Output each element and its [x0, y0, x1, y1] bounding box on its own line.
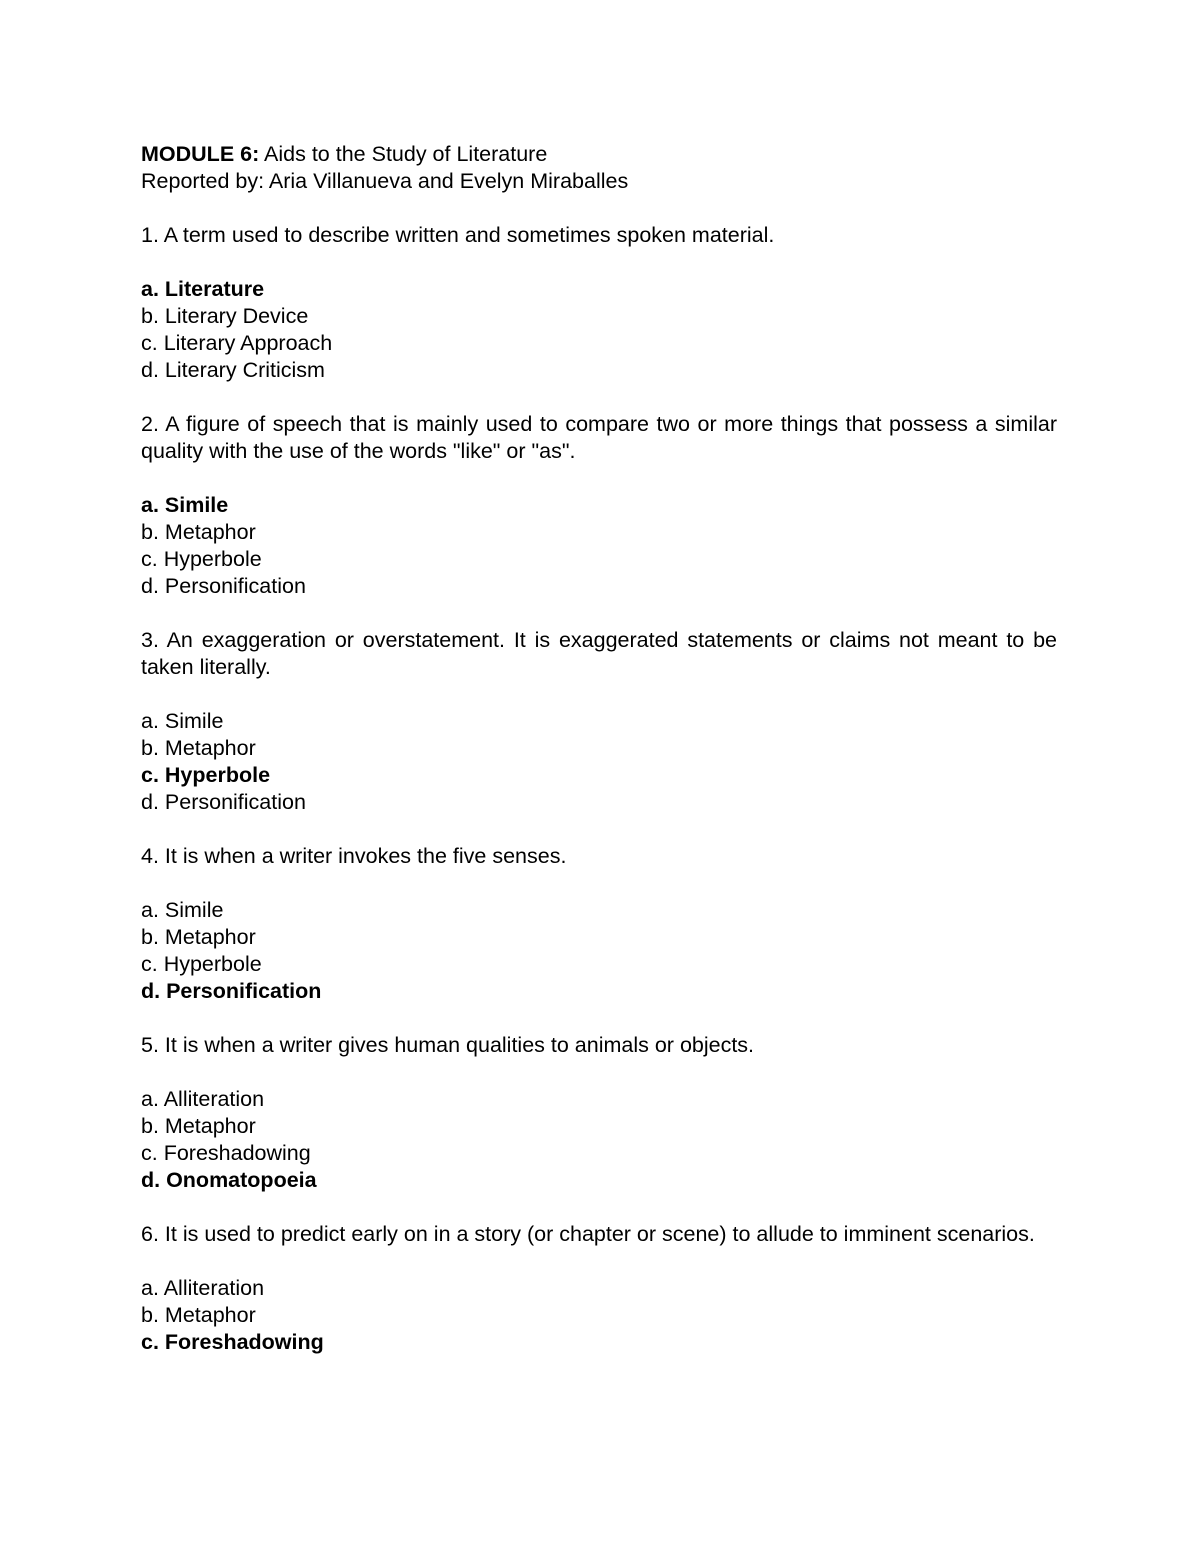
question-text: 5. It is when a writer gives human qualities to animals or objects.	[141, 1033, 755, 1057]
question-list	[141, 222, 1057, 1356]
module-label: MODULE 6:	[141, 142, 260, 166]
question-text: 3. An exaggeration or overstatement. It is exaggerated statements or claims not meant to be taken literally.	[141, 628, 1057, 679]
question-block	[141, 411, 1057, 627]
answer-option: a. Alliteration	[141, 1087, 265, 1111]
question-block	[141, 843, 1057, 1032]
answer-option-correct: a. Literature	[141, 277, 265, 301]
question-text: 2. A figure of speech that is mainly used to compare two or more things that possess a similar quality with the use of the words "like" or "as".	[141, 412, 1057, 463]
question-text: 1. A term used to describe written and sometimes spoken material.	[141, 223, 775, 247]
document-page	[141, 141, 1057, 1356]
answer-option: b. Metaphor	[141, 1114, 256, 1138]
answer-option-correct: d. Onomatopoeia	[141, 1168, 317, 1192]
answer-option-correct: c. Foreshadowing	[141, 1330, 324, 1354]
question-block	[141, 1032, 1057, 1221]
answer-option: c. Hyperbole	[141, 952, 262, 976]
answer-option: b. Metaphor	[141, 520, 256, 544]
answer-option: c. Hyperbole	[141, 547, 262, 571]
answer-option: b. Metaphor	[141, 736, 256, 760]
question-block	[141, 1221, 1057, 1356]
question-text: 6. It is used to predict early on in a story (or chapter or scene) to allude to imminent scenarios.	[141, 1222, 1035, 1246]
module-heading	[141, 141, 1057, 168]
question-block	[141, 627, 1057, 843]
answer-option-correct: d. Personification	[141, 979, 322, 1003]
answer-option: b. Literary Device	[141, 304, 309, 328]
answer-option: a. Alliteration	[141, 1276, 265, 1300]
reported-by: Reported by: Aria Villanueva and Evelyn Miraballes	[141, 169, 629, 193]
question-block	[141, 222, 1057, 411]
answer-option: b. Metaphor	[141, 925, 256, 949]
question-text: 4. It is when a writer invokes the five senses.	[141, 844, 567, 868]
answer-option: d. Personification	[141, 574, 306, 598]
answer-option-correct: c. Hyperbole	[141, 763, 271, 787]
answer-option: c. Literary Approach	[141, 331, 333, 355]
module-title: Aids to the Study of Literature	[259, 142, 548, 166]
answer-option: b. Metaphor	[141, 1303, 256, 1327]
answer-option: c. Foreshadowing	[141, 1141, 311, 1165]
answer-option: d. Personification	[141, 790, 306, 814]
answer-option: a. Simile	[141, 898, 224, 922]
answer-option: a. Simile	[141, 709, 224, 733]
answer-option-correct: a. Simile	[141, 493, 229, 517]
answer-option: d. Literary Criticism	[141, 358, 325, 382]
